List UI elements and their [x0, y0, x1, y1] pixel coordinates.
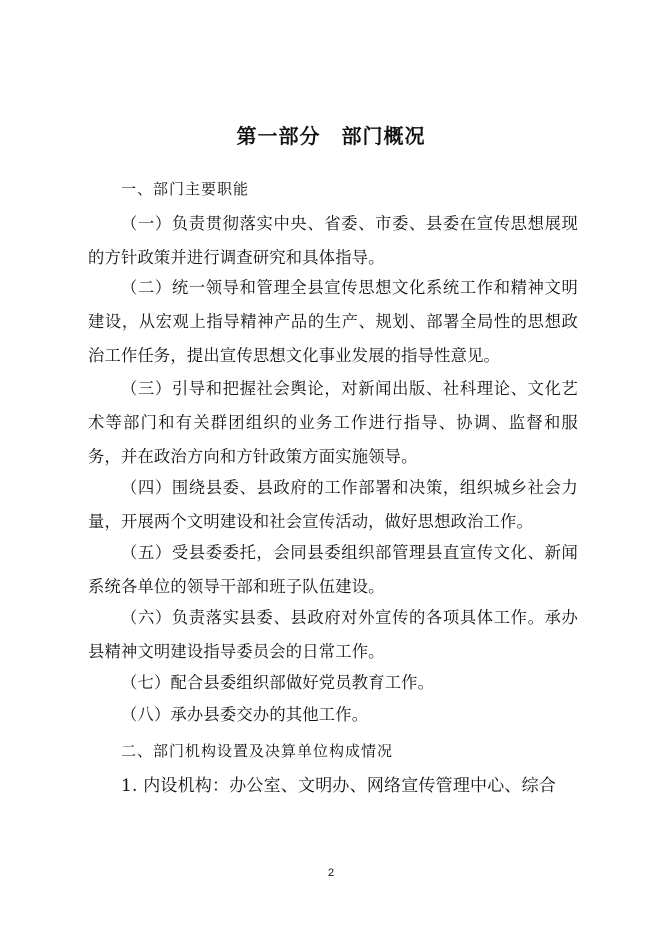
- structure-item-1: 1. 内设机构：办公室、文明办、网络宣传管理中心、综合: [121, 776, 557, 796]
- duty-paragraph-8: （八）承办县委交办的其他工作。: [121, 705, 369, 724]
- duty-paragraph-1: （一）负责贯彻落实中央、省委、市委、县委在宣传思想展现的方针政策并进行调查研究和具体指导。: [88, 214, 578, 267]
- duty-paragraph-3: （三）引导和把握社会舆论，对新闻出版、社科理论、文化艺术等部门和有关群团组织的业务工作进行指导、协调、监督和服务，并在政治方向和方针政策方面实施领导。: [88, 379, 578, 466]
- page-number: 2: [327, 867, 335, 879]
- duty-paragraph-5: （五）受县委委托，会同县委组织部管理县直宣传文化、新闻系统各单位的领导干部和班子队伍建设。: [88, 543, 578, 596]
- duty-paragraph-4: （四）围绕县委、县政府的工作部署和决策，组织城乡社会力量，开展两个文明建设和社会宣传活动，做好思想政治工作。: [88, 478, 578, 531]
- duty-paragraph-7: （七）配合县委组织部做好党员教育工作。: [121, 673, 435, 692]
- duty-paragraph-6: （六）负责落实县委、县政府对外宣传的各项具体工作。承办县精神文明建设指导委员会的日常工作。: [88, 608, 578, 661]
- duty-paragraph-2: （二）统一领导和管理全县宣传思想文化系统工作和精神文明建设，从宏观上指导精神产品的生产、规划、部署全局性的思想政治工作任务，提出宣传思想文化事业发展的指导性意见。: [88, 278, 578, 365]
- page-title: 第一部分 部门概况: [236, 124, 426, 148]
- section-heading-structure: 二、部门机构设置及决算单位构成情况: [121, 742, 394, 760]
- section-heading-functions: 一、部门主要职能: [121, 180, 250, 198]
